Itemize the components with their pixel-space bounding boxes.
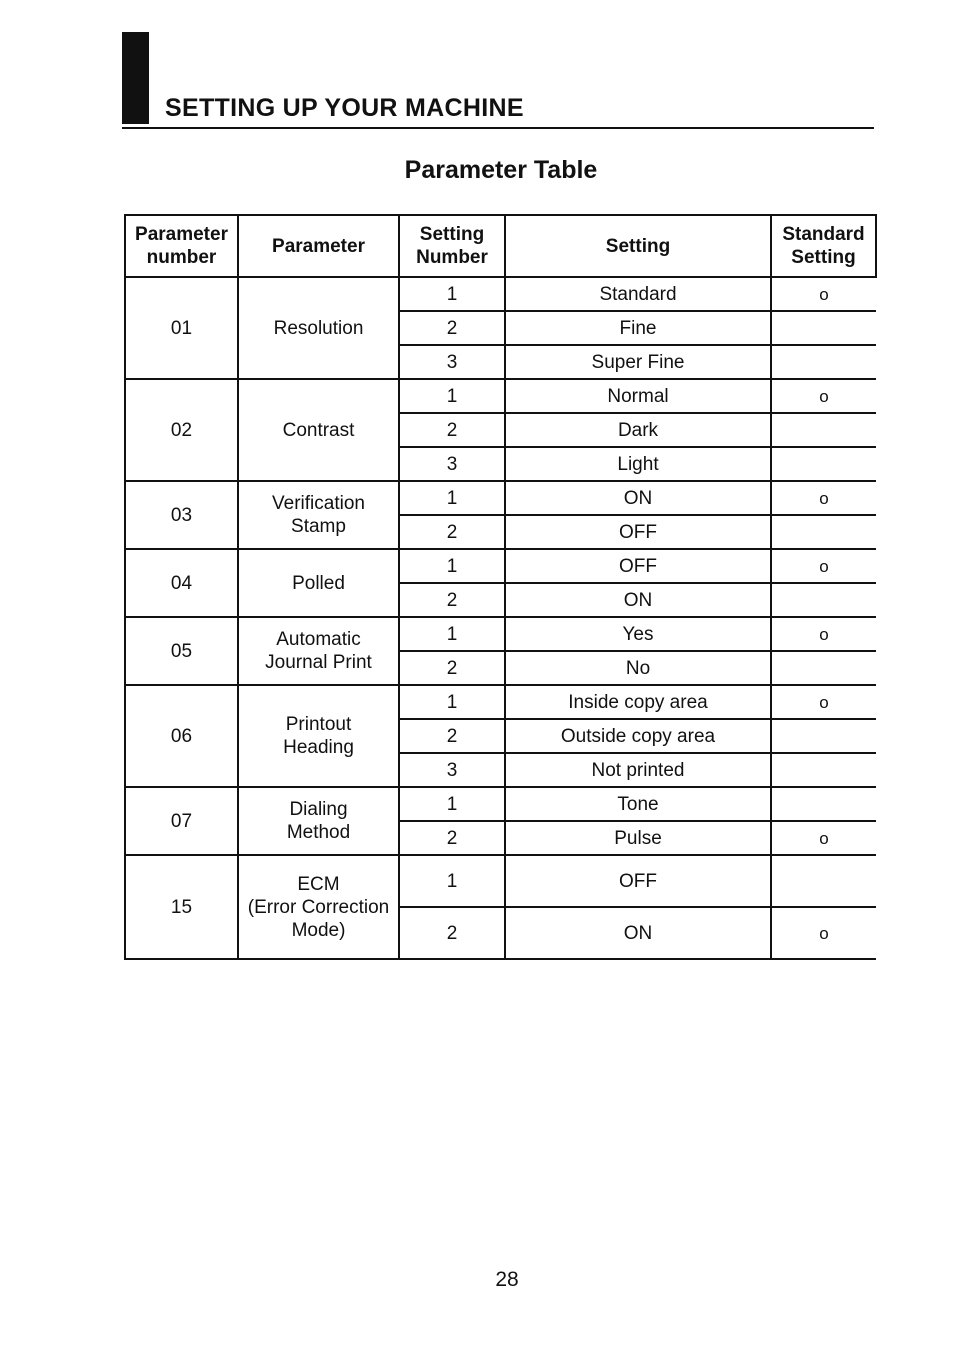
- setting-cell: Pulse: [505, 821, 771, 855]
- parameter-name-line: Method: [286, 822, 351, 843]
- standard-setting-cell: [771, 651, 876, 685]
- table-row: [125, 617, 876, 651]
- setting-number-cell: 1: [399, 379, 505, 413]
- setting-number-cell: 2: [399, 515, 505, 549]
- table-title: Parameter Table: [404, 156, 598, 184]
- setting-number-cell: 2: [399, 651, 505, 685]
- standard-setting-cell: [771, 685, 876, 719]
- parameter-name-line: Resolution: [273, 317, 364, 339]
- standard-setting-cell: [771, 413, 876, 447]
- standard-setting-mark: o: [819, 923, 829, 943]
- parameter-name-cell: [238, 549, 399, 617]
- standard-setting-cell: [771, 277, 876, 311]
- section-marker-bar: [122, 32, 149, 124]
- parameter-number-cell: 15: [125, 855, 238, 959]
- standard-setting-cell: [771, 481, 876, 515]
- standard-setting-cell: [771, 787, 876, 821]
- table-row: [125, 549, 876, 583]
- table-row: [125, 379, 876, 413]
- setting-cell: Light: [505, 447, 771, 481]
- parameter-name-line: Journal Print: [265, 652, 372, 673]
- setting-cell: OFF: [505, 549, 771, 583]
- header-parameter-number: [125, 215, 238, 277]
- parameter-name-line: Printout: [285, 714, 352, 735]
- header-standard-setting: [771, 215, 876, 277]
- setting-cell: No: [505, 651, 771, 685]
- setting-number-cell: 2: [399, 821, 505, 855]
- header-standard-setting-line2: Setting: [791, 247, 856, 268]
- parameter-name-line: Contrast: [282, 419, 355, 441]
- table-header-row: [125, 215, 876, 277]
- standard-setting-mark: o: [819, 386, 829, 406]
- page-number: 28: [495, 1268, 519, 1291]
- table-row: [125, 787, 876, 821]
- parameter-name-cell: [238, 277, 399, 379]
- standard-setting-mark: o: [819, 624, 829, 644]
- setting-number-cell: 1: [399, 549, 505, 583]
- standard-setting-cell: [771, 447, 876, 481]
- setting-cell: Yes: [505, 617, 771, 651]
- parameter-number-cell: 06: [125, 685, 238, 787]
- setting-number-cell: 2: [399, 719, 505, 753]
- standard-setting-cell: [771, 907, 876, 959]
- setting-cell: Tone: [505, 787, 771, 821]
- parameter-number-cell: 04: [125, 549, 238, 617]
- setting-number-cell: 2: [399, 583, 505, 617]
- setting-cell: Super Fine: [505, 345, 771, 379]
- header-parameter: Parameter: [238, 215, 399, 277]
- setting-number-cell: 1: [399, 481, 505, 515]
- standard-setting-mark: o: [819, 556, 829, 576]
- section-title: SETTING UP YOUR MACHINE: [165, 94, 524, 122]
- parameter-name-line: Dialing: [289, 799, 348, 820]
- parameter-number-cell: 03: [125, 481, 238, 549]
- table-row: [125, 685, 876, 719]
- parameter-name-line: (Error Correction: [247, 896, 390, 918]
- setting-number-cell: 2: [399, 311, 505, 345]
- setting-number-cell: 2: [399, 907, 505, 959]
- parameter-number-cell: 02: [125, 379, 238, 481]
- parameter-name-line: Verification: [272, 493, 365, 514]
- standard-setting-cell: [771, 855, 876, 907]
- header-rule: [122, 127, 874, 129]
- setting-cell: Inside copy area: [505, 685, 771, 719]
- standard-setting-mark: o: [819, 692, 829, 712]
- header-parameter-number-line2: number: [146, 247, 217, 268]
- standard-setting-mark: o: [819, 828, 829, 848]
- header-setting-number-line2: Number: [416, 247, 488, 268]
- standard-setting-cell: [771, 379, 876, 413]
- header-parameter-number-line1: Parameter: [135, 224, 228, 245]
- parameter-name-cell: [238, 855, 399, 959]
- standard-setting-cell: [771, 549, 876, 583]
- setting-cell: Dark: [505, 413, 771, 447]
- setting-number-cell: 1: [399, 277, 505, 311]
- setting-cell: OFF: [505, 515, 771, 549]
- parameter-name-line: Automatic: [276, 629, 361, 650]
- setting-cell: Not printed: [505, 753, 771, 787]
- parameter-name-line: Mode): [291, 919, 346, 941]
- standard-setting-cell: [771, 753, 876, 787]
- setting-cell: ON: [505, 583, 771, 617]
- header-standard-setting-line1: Standard: [782, 224, 865, 245]
- setting-cell: Outside copy area: [505, 719, 771, 753]
- setting-number-cell: 3: [399, 753, 505, 787]
- setting-number-cell: 2: [399, 413, 505, 447]
- standard-setting-mark: o: [819, 284, 829, 304]
- table-row: [125, 481, 876, 515]
- parameter-number-cell: 05: [125, 617, 238, 685]
- header-setting-number-line1: Setting: [419, 224, 485, 245]
- parameter-table: [124, 214, 877, 960]
- parameter-number-cell: 01: [125, 277, 238, 379]
- parameter-name-cell: [238, 685, 399, 787]
- parameter-name-cell: [238, 787, 399, 855]
- standard-setting-cell: [771, 515, 876, 549]
- setting-cell: ON: [505, 907, 771, 959]
- setting-number-cell: 1: [399, 617, 505, 651]
- standard-setting-cell: [771, 345, 876, 379]
- setting-cell: Standard: [505, 277, 771, 311]
- table-row: [125, 277, 876, 311]
- parameter-name-line: Heading: [283, 737, 354, 758]
- setting-number-cell: 1: [399, 855, 505, 907]
- parameter-number-cell: 07: [125, 787, 238, 855]
- setting-number-cell: 3: [399, 447, 505, 481]
- setting-number-cell: 1: [399, 787, 505, 821]
- header-setting: Setting: [505, 215, 771, 277]
- standard-setting-cell: [771, 821, 876, 855]
- setting-number-cell: 1: [399, 685, 505, 719]
- parameter-name-line: Stamp: [291, 516, 346, 537]
- standard-setting-cell: [771, 583, 876, 617]
- setting-cell: OFF: [505, 855, 771, 907]
- standard-setting-mark: o: [819, 488, 829, 508]
- setting-number-cell: 3: [399, 345, 505, 379]
- setting-cell: Normal: [505, 379, 771, 413]
- table-row: [125, 855, 876, 907]
- parameter-name-line: ECM: [297, 873, 340, 895]
- standard-setting-cell: [771, 617, 876, 651]
- standard-setting-cell: [771, 311, 876, 345]
- parameter-name-line: Polled: [292, 572, 345, 594]
- header-setting-number: [399, 215, 505, 277]
- setting-cell: ON: [505, 481, 771, 515]
- setting-cell: Fine: [505, 311, 771, 345]
- parameter-name-cell: [238, 379, 399, 481]
- standard-setting-cell: [771, 719, 876, 753]
- parameter-name-cell: [238, 617, 399, 685]
- table-body: [125, 277, 876, 959]
- parameter-name-cell: [238, 481, 399, 549]
